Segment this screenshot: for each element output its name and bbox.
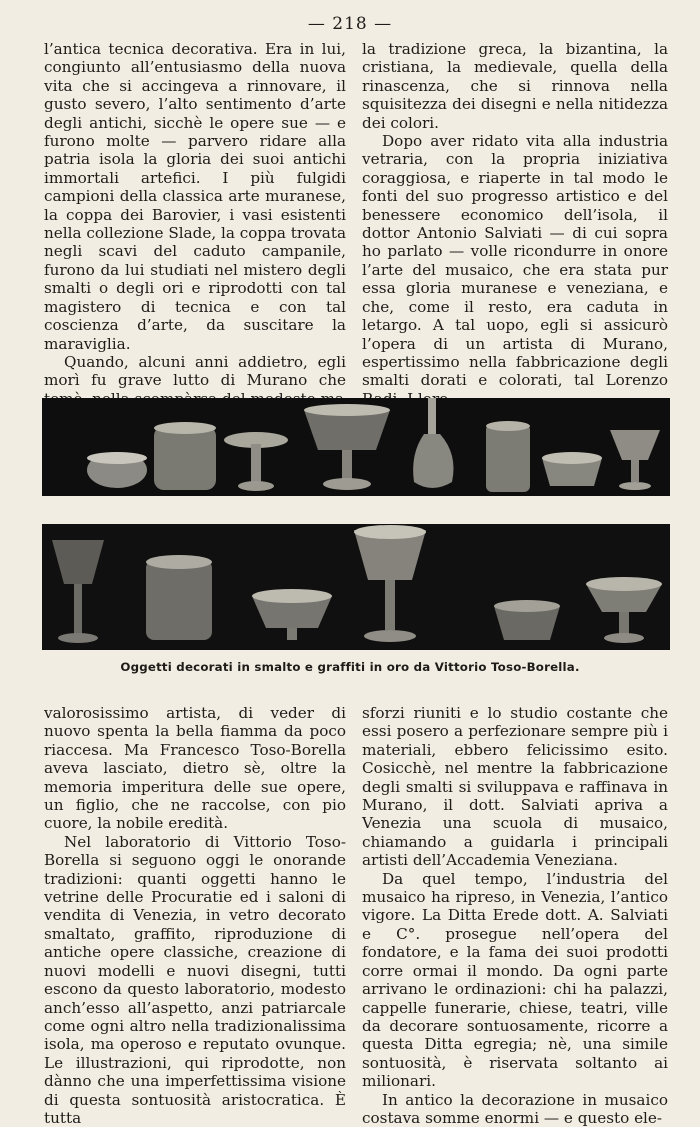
bottom-right-column (362, 704, 668, 1127)
paragraph: sforzi riuniti e lo studio costante che essi posero a perfezionare sempre più i materiali, ebbero felicissimo esito. Cosicchè, nel mentre la fabbricazione degli smalti si sviluppava e raffinava in Murano, il dott. Salviati apriva a Venezia una scuola di musaico, chiamando a guidarla i principali artisti dell’Accademia Veneziana. (362, 704, 668, 870)
glassware-lower-image (42, 524, 670, 650)
paragraph: Dopo aver ridato vita alla industria vetraria, con la propria iniziativa coraggiosa, e riaperte in tal modo le fonti del suo progresso artistico e del benessere economico dell’isola, il dottor Antonio Salviati — di cui sopra ho parlato — volle ricondurre in onore l’arte del musaico, che era stata pur essa gloria muranese e veneziana, e che, come il resto, era caduta in letargo. A tal uopo, egli si assicurò l’opera di un artista di Murano, espertissimo nella fabbricazione degli smalti dorati e colorati, tal Lorenzo (362, 132, 668, 390)
bottom-left-column (44, 704, 346, 1127)
paragraph: Nel laboratorio di Vittorio Toso-Borella si seguono oggi le onorande tradizioni: quanti oggetti hanno le vetrine delle Procuratie ed i saloni di vendita di Venezia, in vetro decorato smaltato, graffito, riproduzione di antiche opere classiche, creazione di nuovi modelli e nuovi disegni, tutti escono da questo laboratorio, modesto anch’esso all’aspetto, anzi patriarcale come ogni altro nella tradizionalissima isola, ma operoso e reputato ovunque. Le illustrazioni, qui riprodotte, non dànno che una imperfettissima visione di questa sontuosità aristocratica. È tutta (44, 832, 346, 1127)
top-right-column (362, 40, 668, 408)
top-left-column (44, 40, 346, 408)
paragraph: l’antica tecnica decorativa. Era in lui, congiunto all’entusiasmo della nuova vita che si accingeva a rinnovare, il gusto severo, l’alto sentimento d’arte degli antichi, sicchè le opere sue — e furono molte — parvero ridare alla patria isola la gloria dei suoi antichi immortali artefici. I più fulgidi campioni della classica arte muranese, la coppa dei Barovier, i vasi esistenti nella collezione Slade, la coppa trovata negli scavi del caduto campanile, furono da lui studiati nel mistero degli smalti o degli ori e riprodotti con tal magistero di tecnica e con tal coscienza d’arte, da suscitare la maraviglia. (44, 40, 347, 353)
paragraph: Da quel tempo, l’industria del musaico ha ripreso, in Venezia, l’antico vigore. La Ditta Erede dott. A. Salviati e C°. prosegue nell’opera del fondatore, e la fama dei suoi prodotti corre ormai il mondo. Da ogni parte arrivano le ordinazioni: chi ha palazzi, cappelle funerarie, chiese, teatri, ville da decorare sontuosamente, ricorre a questa Ditta egregia; nè, una simile sontuosità, è riservata soltanto ai milionari. (362, 869, 668, 1091)
glassware-upper-image (42, 398, 670, 496)
paragraph: Quando, alcuni anni addietro, egli morì fu grave lutto di Murano che (44, 352, 346, 390)
glassware-photo-upper (42, 398, 670, 496)
paragraph: valorosissimo artista, di veder di nuovo spenta la bella fiamma da poco riaccesa. Ma Francesco Toso-Borella aveva lasciato, dietro sè, oltre la memoria imperitura delle sue opere, un figlio, che ne raccolse, con pio cuore, la nobile eredità. (44, 704, 346, 833)
page-number: — 218 — (307, 14, 393, 34)
glassware-photo-lower (42, 524, 670, 650)
figure-caption: Oggetti decorati in smalto e graffiti in oro da Vittorio Toso-Borella. (120, 660, 580, 674)
paragraph: In antico la decorazione in musaico costava somme enormi — e questo ele- (362, 1090, 668, 1127)
paragraph: la tradizione greca, la bizantina, la cristiana, la medievale, quella della rinascenza, che si rinnova nella squisitezza dei disegni e nella nitidezza dei colori. (362, 40, 668, 132)
